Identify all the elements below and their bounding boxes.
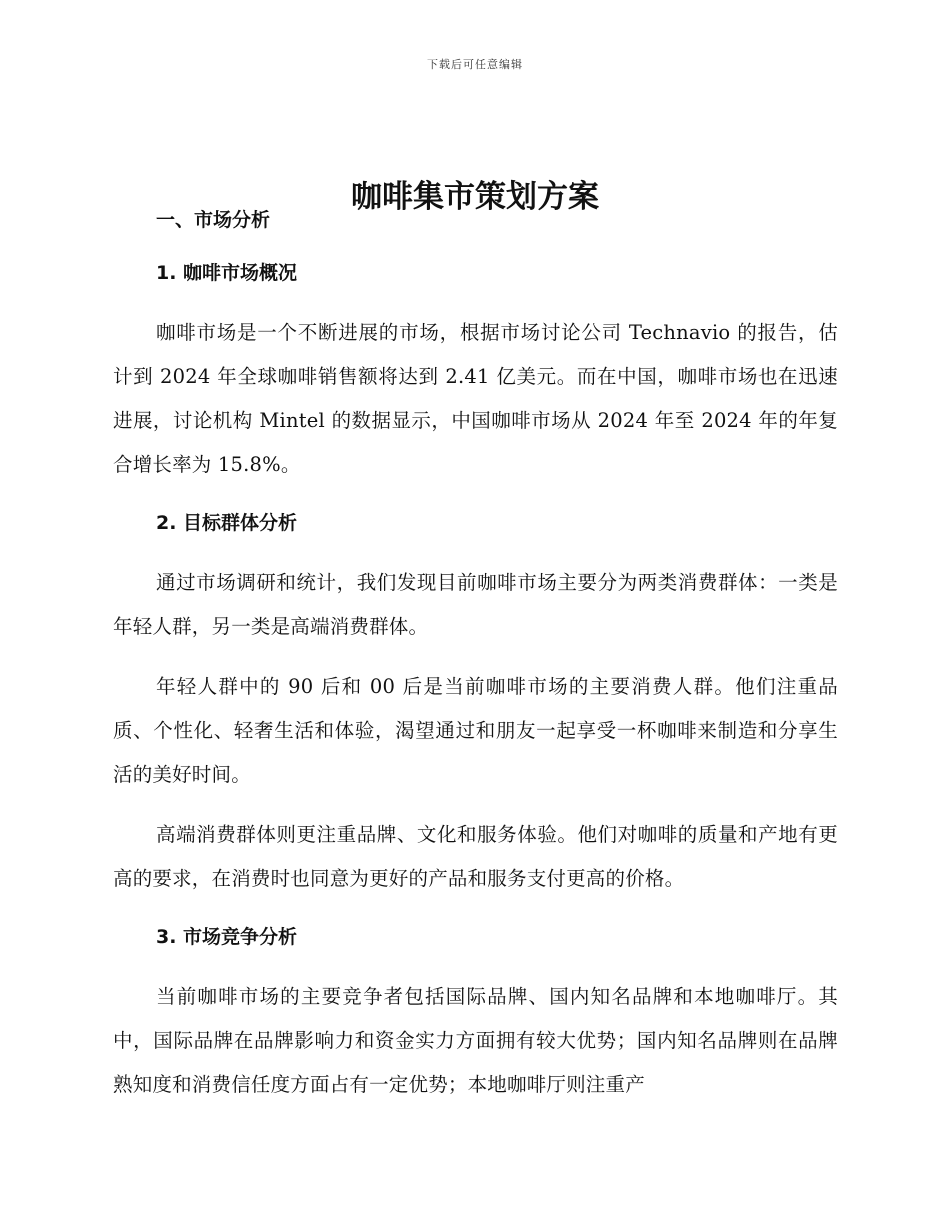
document-body xyxy=(113,200,838,1107)
paragraph-young-group: 年轻人群中的 90 后和 00 后是当前咖啡市场的主要消费人群。他们注重品质、个性化、轻奢生活和体验，渴望通过和朋友一起享受一杯咖啡来制造和分享生活的美好时间。 xyxy=(113,675,838,786)
subheading-competition: 3. 市场竞争分析 xyxy=(156,926,298,948)
document-title: 咖啡集市策划方案 xyxy=(351,178,599,215)
paragraph-target-group-intro: 通过市场调研和统计，我们发现目前咖啡市场主要分为两类消费群体：一类是年轻人群，另一类是高端消费群体。 xyxy=(113,571,838,638)
page-header-note: 下载后可任意编辑 xyxy=(427,58,523,71)
paragraph-competition: 当前咖啡市场的主要竞争者包括国际品牌、国内知名品牌和本地咖啡厅。其中，国际品牌在品牌影响力和资金实力方面拥有较大优势；国内知名品牌则在品牌熟知度和消费信任度方面占有一定优势；本地咖啡厅则注重产 xyxy=(113,985,838,1096)
subheading-market-overview: 1. 咖啡市场概况 xyxy=(156,262,298,284)
paragraph-high-end-group: 高端消费群体则更注重品牌、文化和服务体验。他们对咖啡的质量和产地有更高的要求，在消费时也同意为更好的产品和服务支付更高的价格。 xyxy=(113,823,838,890)
section-heading-market-analysis: 一、市场分析 xyxy=(156,209,271,231)
subheading-target-group: 2. 目标群体分析 xyxy=(156,512,298,534)
paragraph-market-overview: 咖啡市场是一个不断进展的市场，根据市场讨论公司 Technavio 的报告，估计到 2024 年全球咖啡销售额将达到 2.41 亿美元。而在中国，咖啡市场也在迅速进展，讨论机构 Mintel 的数据显示，中国咖啡市场从 2024 年至 2024 年的年复合增长率为 15.8%。 xyxy=(113,321,838,476)
